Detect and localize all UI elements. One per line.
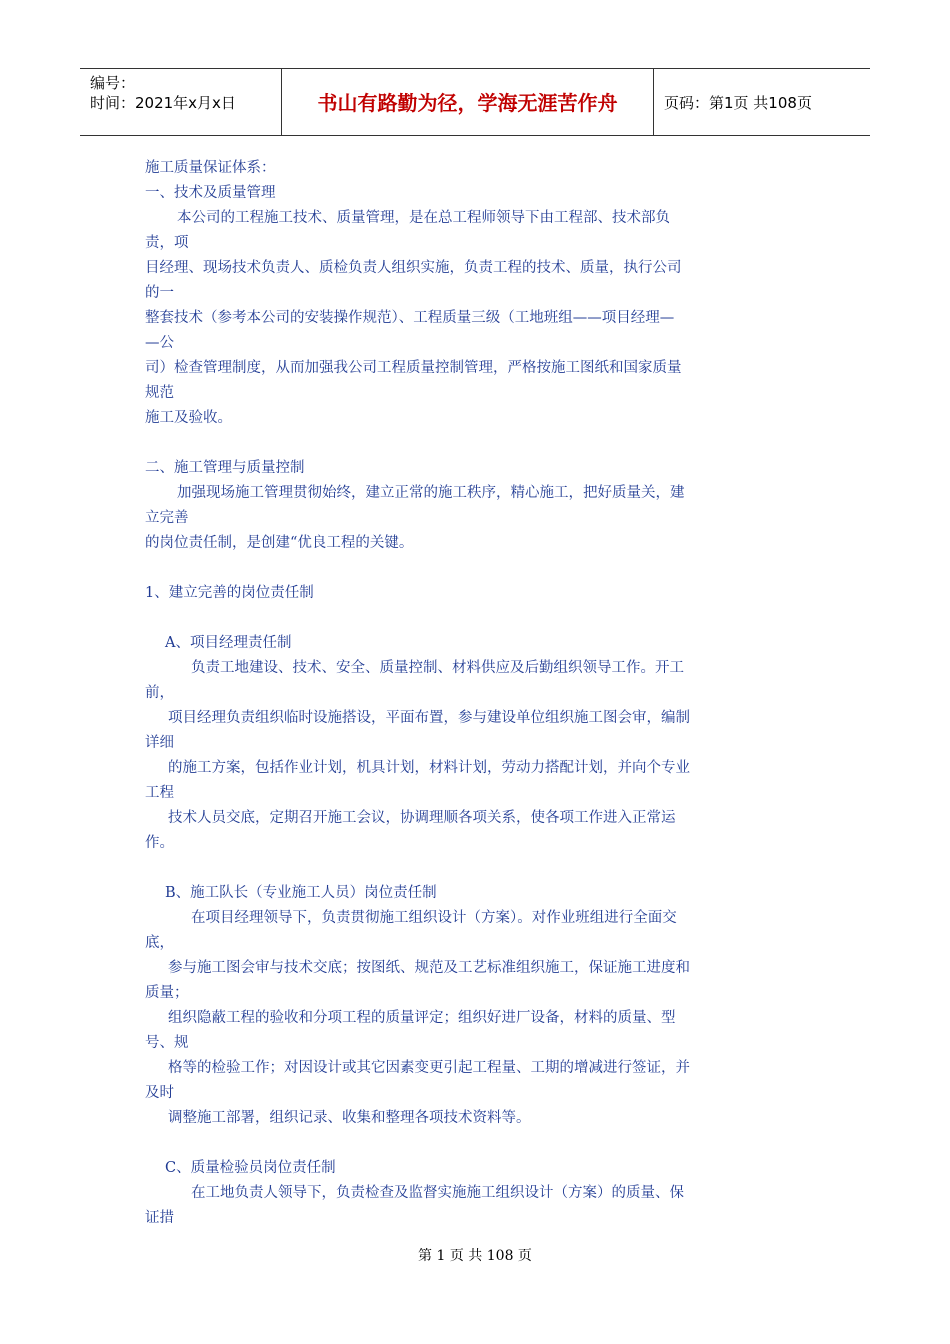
text-line: 在项目经理领导下，负责贯彻施工组织设计（方案）。对作业班组进行全面交	[191, 910, 677, 926]
page-footer: 第 1 页 共 108 页	[418, 1248, 532, 1264]
page-header	[80, 68, 870, 136]
time-label: 时间：2021年x月x日	[90, 94, 236, 112]
text-line: 及时	[145, 1085, 174, 1101]
text-line: 证措	[145, 1210, 174, 1226]
text-line: 的岗位责任制，是创建“优良工程的关键。	[145, 535, 414, 551]
heading-1: 一、技术及质量管理	[145, 185, 276, 201]
text-line: 技术人员交底，定期召开施工会议，协调理顺各项关系，使各项工作进入正常运	[168, 810, 676, 826]
subheading-b: B、施工队长（专业施工人员）岗位责任制	[165, 885, 437, 901]
text-line: 的施工方案，包括作业计划，机具计划，材料计划，劳动力搭配计划，并向个专业	[168, 760, 690, 776]
text-line: 施工及验收。	[145, 410, 232, 426]
text-line: 负责工地建设、技术、安全、质量控制、材料供应及后勤组织领导工作。开工	[191, 660, 684, 676]
text-line: 规范	[145, 385, 174, 401]
subheading-1: 1、建立完善的岗位责任制	[145, 585, 314, 601]
text-line: 在工地负责人领导下，负责检查及监督实施施工组织设计（方案）的质量、保	[191, 1185, 684, 1201]
header-page-info: 页码：第1页 共108页	[664, 94, 812, 112]
text-line: 号、规	[145, 1035, 189, 1051]
text-line: 项目经理负责组织临时设施搭设，平面布置，参与建设单位组织施工图会审，编制	[168, 710, 690, 726]
text-line: 底，	[145, 935, 174, 951]
text-line: 作。	[145, 835, 174, 851]
header-meta	[80, 69, 282, 135]
text-line: 立完善	[145, 510, 189, 526]
text-line: 目经理、现场技术负责人、质检负责人组织实施，负责工程的技术、质量，执行公司	[145, 260, 682, 276]
number-label: 编号：	[90, 74, 136, 92]
section-title: 施工质量保证体系：	[145, 160, 276, 176]
text-line: 格等的检验工作；对因设计或其它因素变更引起工程量、工期的增减进行签证，并	[168, 1060, 690, 1076]
text-line: 整套技术（参考本公司的安装操作规范）、工程质量三级（工地班组——项目经理—	[145, 310, 675, 326]
text-line: 详细	[145, 735, 174, 751]
text-line: 责，项	[145, 235, 189, 251]
heading-2: 二、施工管理与质量控制	[145, 460, 305, 476]
text-line: —公	[145, 335, 174, 351]
text-line: 本公司的工程施工技术、质量管理，是在总工程师领导下由工程部、技术部负	[177, 210, 670, 226]
text-line: 组织隐蔽工程的验收和分项工程的质量评定；组织好进厂设备，材料的质量、型	[168, 1010, 676, 1026]
text-line: 前，	[145, 685, 174, 701]
subheading-c: C、质量检验员岗位责任制	[165, 1160, 336, 1176]
text-line: 参与施工图会审与技术交底；按图纸、规范及工艺标准组织施工，保证施工进度和	[168, 960, 690, 976]
text-line: 加强现场施工管理贯彻始终，建立正常的施工秩序，精心施工，把好质量关，建	[177, 485, 685, 501]
subheading-a: A、项目经理责任制	[165, 635, 292, 651]
text-line: 调整施工部署，组织记录、收集和整理各项技术资料等。	[168, 1110, 531, 1126]
text-line: 工程	[145, 785, 174, 801]
text-line: 的一	[145, 285, 174, 301]
header-motto: 书山有路勤为径，学海无涯苦作舟	[282, 69, 654, 135]
text-line: 司）检查管理制度，从而加强我公司工程质量控制管理，严格按施工图纸和国家质量	[145, 360, 682, 376]
text-line: 质量；	[145, 985, 189, 1001]
